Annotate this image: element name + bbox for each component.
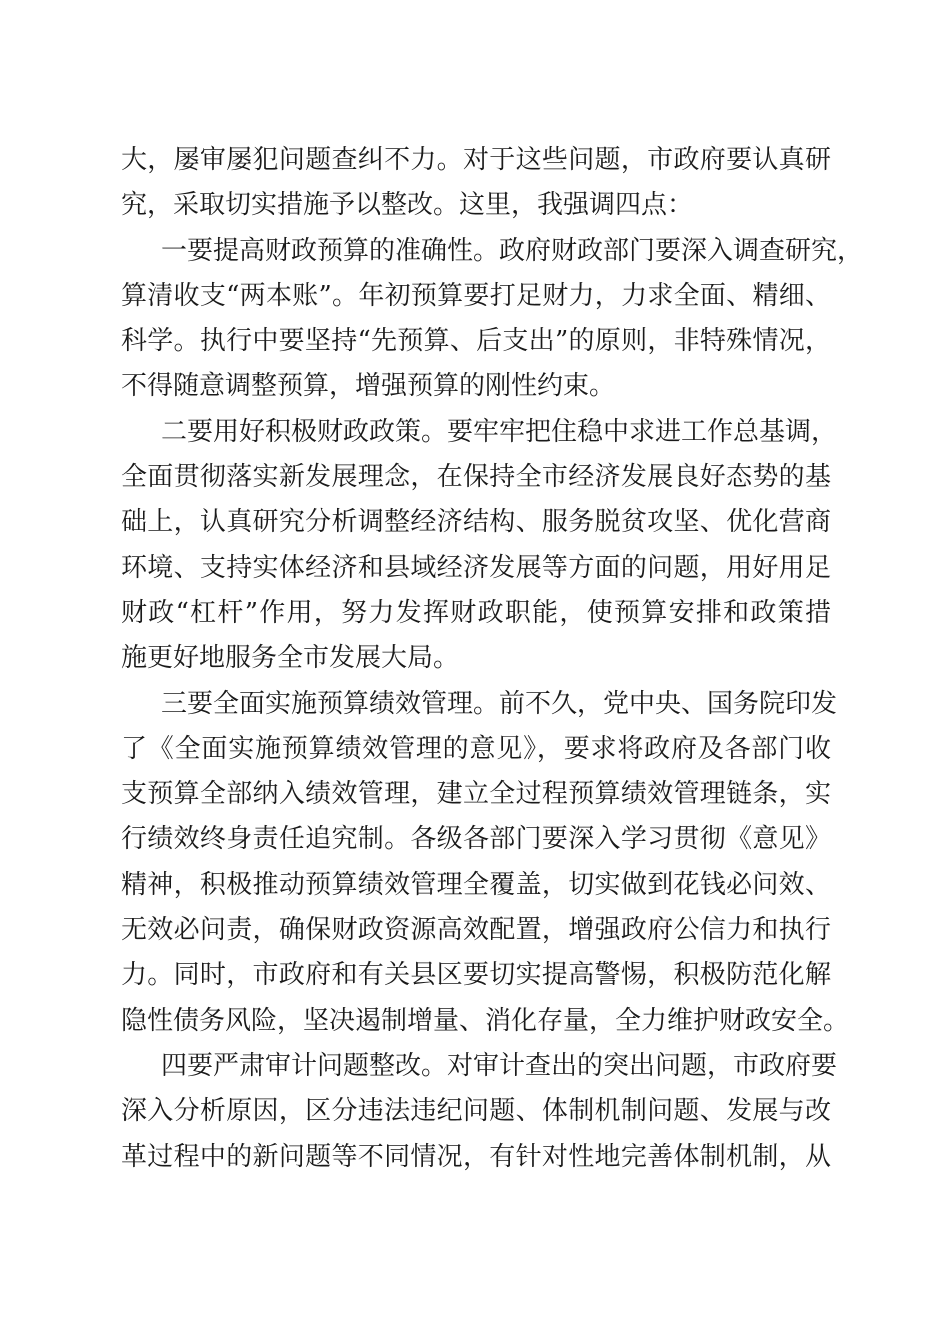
- paragraph-4-start: 四要严肃审计问题整改。对审计查出的突出问题，市政府要: [161, 1050, 838, 1081]
- text-line: 环境、支持实体经济和县域经济发展等方面的问题，用好用足: [121, 552, 831, 583]
- text-line: 施更好地服务全市发展大局。: [121, 643, 460, 674]
- text-line: 财政“杠杆”作用，努力发挥财政职能，使预算安排和政策措: [121, 597, 831, 628]
- text-line: 大，屡审屡犯问题查纠不力。对于这些问题，市政府要认真研: [121, 145, 831, 175]
- text-line: 不得随意调整预算，增强预算的刚性约束。: [121, 371, 616, 402]
- paragraph-2-start: 二要用好积极财政政策。要牢牢把住稳中求进工作总基调，: [161, 416, 838, 447]
- document-body: [121, 138, 864, 1180]
- text-line: 全面贯彻落实新发展理念，在保持全市经济发展良好态势的基: [121, 462, 831, 493]
- text-line: 究，采取切实措施予以整改。这里，我强调四点：: [121, 190, 694, 221]
- text-line: 了《全面实施预算绩效管理的意见》，要求将政府及各部门收: [121, 733, 831, 764]
- text-line: 隐性债务风险，坚决遏制增量、消化存量，全力维护财政安全。: [121, 1005, 850, 1036]
- text-line: 精神，积极推动预算绩效管理全覆盖，切实做到花钱必问效、: [121, 869, 831, 900]
- text-line: 行绩效终身责任追究制。各级各部门要深入学习贯彻《意见》: [121, 824, 831, 855]
- text-line: 科学。执行中要坚持“先预算、后支出”的原则，非特殊情况，: [121, 326, 831, 357]
- paragraph-3-start: 三要全面实施预算绩效管理。前不久，党中央、国务院印发: [161, 688, 838, 719]
- text-line: 无效必问责，确保财政资源高效配置，增强政府公信力和执行: [121, 915, 831, 946]
- text-line: 力。同时，市政府和有关县区要切实提高警惕，积极防范化解: [121, 960, 831, 991]
- text-line: 算清收支“两本账”。年初预算要打足财力，力求全面、精细、: [121, 280, 831, 311]
- paragraph-1-start: 一要提高财政预算的准确性。政府财政部门要深入调查研究，: [161, 235, 864, 266]
- text-line: 础上，认真研究分析调整经济结构、服务脱贫攻坚、优化营商: [121, 507, 831, 538]
- text-line: 支预算全部纳入绩效管理，建立全过程预算绩效管理链条，实: [121, 779, 831, 810]
- text-line: 深入分析原因，区分违法违纪问题、体制机制问题、发展与改: [121, 1096, 831, 1127]
- text-line: 革过程中的新问题等不同情况，有针对性地完善体制机制，从: [121, 1141, 831, 1172]
